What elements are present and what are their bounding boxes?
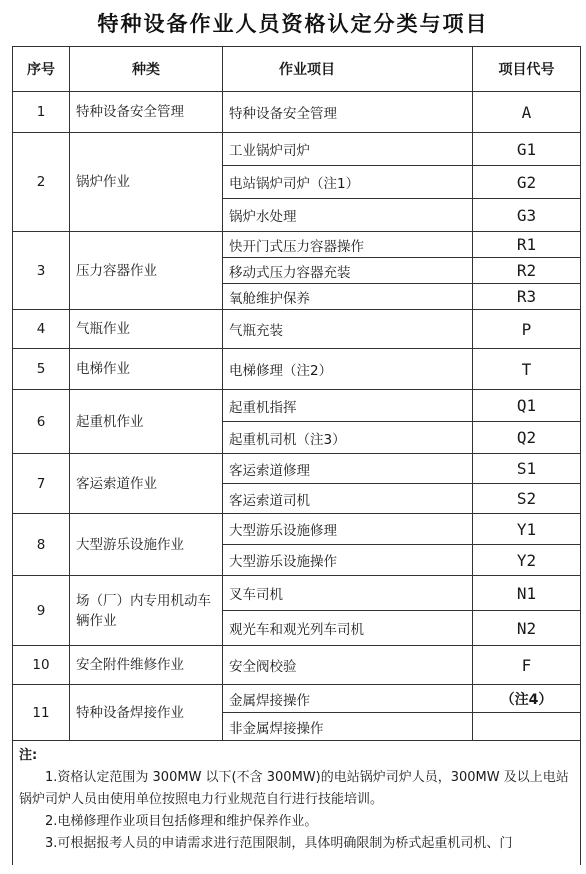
code-cell: A bbox=[473, 92, 581, 133]
notes-cell bbox=[13, 741, 581, 866]
code-cell: R3 bbox=[473, 284, 581, 310]
code-cell: N1 bbox=[473, 576, 581, 611]
code-cell: G3 bbox=[473, 199, 581, 232]
code-cell: Y1 bbox=[473, 514, 581, 545]
notes-row bbox=[13, 741, 581, 866]
kind-cell: 起重机作业 bbox=[70, 390, 223, 454]
kind-cell: 气瓶作业 bbox=[70, 310, 223, 349]
table-row bbox=[13, 310, 581, 349]
kind-cell: 客运索道作业 bbox=[70, 454, 223, 514]
code-cell: G1 bbox=[473, 133, 581, 166]
qualification-table bbox=[12, 46, 581, 865]
table-body bbox=[13, 92, 581, 866]
header-code: 项目代号 bbox=[473, 47, 581, 92]
header-row bbox=[13, 47, 581, 92]
item-cell: 安全阀校验 bbox=[223, 646, 473, 685]
kind-cell: 场（厂）内专用机动车辆作业 bbox=[70, 576, 223, 646]
seq-cell: 9 bbox=[13, 576, 70, 646]
note-line: 2.电梯修理作业项目包括修理和维护保养作业。 bbox=[45, 814, 318, 829]
header-kind: 种类 bbox=[70, 47, 223, 92]
item-cell: 移动式压力容器充装 bbox=[223, 258, 473, 284]
table-row bbox=[13, 576, 581, 611]
note-line: 1.资格认定范围为 300MW 以下(不含 300MW)的电站锅炉司炉人员，300MW 及以上电站锅炉司炉人员由使用单位按照电力行业规范自行进行技能培训。 bbox=[19, 770, 569, 807]
code-cell: F bbox=[473, 646, 581, 685]
header-seq: 序号 bbox=[13, 47, 70, 92]
table-row bbox=[13, 232, 581, 258]
item-cell: 氧舱维护保养 bbox=[223, 284, 473, 310]
item-cell: 工业锅炉司炉 bbox=[223, 133, 473, 166]
kind-cell: 特种设备焊接作业 bbox=[70, 685, 223, 741]
code-cell: G2 bbox=[473, 166, 581, 199]
kind-cell: 大型游乐设施作业 bbox=[70, 514, 223, 576]
kind-cell: 安全附件维修作业 bbox=[70, 646, 223, 685]
seq-cell: 11 bbox=[13, 685, 70, 741]
table-row bbox=[13, 454, 581, 484]
item-cell: 叉车司机 bbox=[223, 576, 473, 611]
item-cell: 快开门式压力容器操作 bbox=[223, 232, 473, 258]
item-cell: 大型游乐设施修理 bbox=[223, 514, 473, 545]
kind-cell: 电梯作业 bbox=[70, 349, 223, 390]
code-cell: S1 bbox=[473, 454, 581, 484]
code-cell: Y2 bbox=[473, 545, 581, 576]
table-row bbox=[13, 133, 581, 166]
notes-label: 注: bbox=[19, 748, 38, 763]
item-cell: 电站锅炉司炉（注1） bbox=[223, 166, 473, 199]
table-row bbox=[13, 514, 581, 545]
seq-cell: 8 bbox=[13, 514, 70, 576]
code-cell: （注4） bbox=[473, 685, 581, 713]
item-cell: 观光车和观光列车司机 bbox=[223, 611, 473, 646]
item-cell: 特种设备安全管理 bbox=[223, 92, 473, 133]
kind-cell: 压力容器作业 bbox=[70, 232, 223, 310]
document-title: 特种设备作业人员资格认定分类与项目 bbox=[97, 12, 489, 36]
item-cell: 电梯修理（注2） bbox=[223, 349, 473, 390]
table-row bbox=[13, 349, 581, 390]
code-cell: R2 bbox=[473, 258, 581, 284]
header-item: 作业项目 bbox=[223, 47, 473, 92]
code-cell: T bbox=[473, 349, 581, 390]
table-row bbox=[13, 646, 581, 685]
code-cell: N2 bbox=[473, 611, 581, 646]
seq-cell: 6 bbox=[13, 390, 70, 454]
item-cell: 锅炉水处理 bbox=[223, 199, 473, 232]
seq-cell: 2 bbox=[13, 133, 70, 232]
code-cell: Q2 bbox=[473, 422, 581, 454]
code-cell: Q1 bbox=[473, 390, 581, 422]
item-cell: 起重机指挥 bbox=[223, 390, 473, 422]
note-line: 3.可根据报考人员的申请需求进行范围限制，具体明确限制为桥式起重机司机、门 bbox=[45, 836, 513, 851]
item-cell: 非金属焊接操作 bbox=[223, 713, 473, 741]
item-cell: 客运索道司机 bbox=[223, 484, 473, 514]
seq-cell: 7 bbox=[13, 454, 70, 514]
item-cell: 金属焊接操作 bbox=[223, 685, 473, 713]
seq-cell: 3 bbox=[13, 232, 70, 310]
table-row bbox=[13, 685, 581, 713]
item-cell: 客运索道修理 bbox=[223, 454, 473, 484]
table-row bbox=[13, 390, 581, 422]
kind-cell: 锅炉作业 bbox=[70, 133, 223, 232]
code-cell bbox=[473, 713, 581, 741]
seq-cell: 4 bbox=[13, 310, 70, 349]
seq-cell: 1 bbox=[13, 92, 70, 133]
item-cell: 气瓶充装 bbox=[223, 310, 473, 349]
kind-cell: 特种设备安全管理 bbox=[70, 92, 223, 133]
item-cell: 大型游乐设施操作 bbox=[223, 545, 473, 576]
seq-cell: 5 bbox=[13, 349, 70, 390]
table-row bbox=[13, 92, 581, 133]
item-cell: 起重机司机（注3） bbox=[223, 422, 473, 454]
code-cell: R1 bbox=[473, 232, 581, 258]
code-cell: P bbox=[473, 310, 581, 349]
seq-cell: 10 bbox=[13, 646, 70, 685]
code-cell: S2 bbox=[473, 484, 581, 514]
